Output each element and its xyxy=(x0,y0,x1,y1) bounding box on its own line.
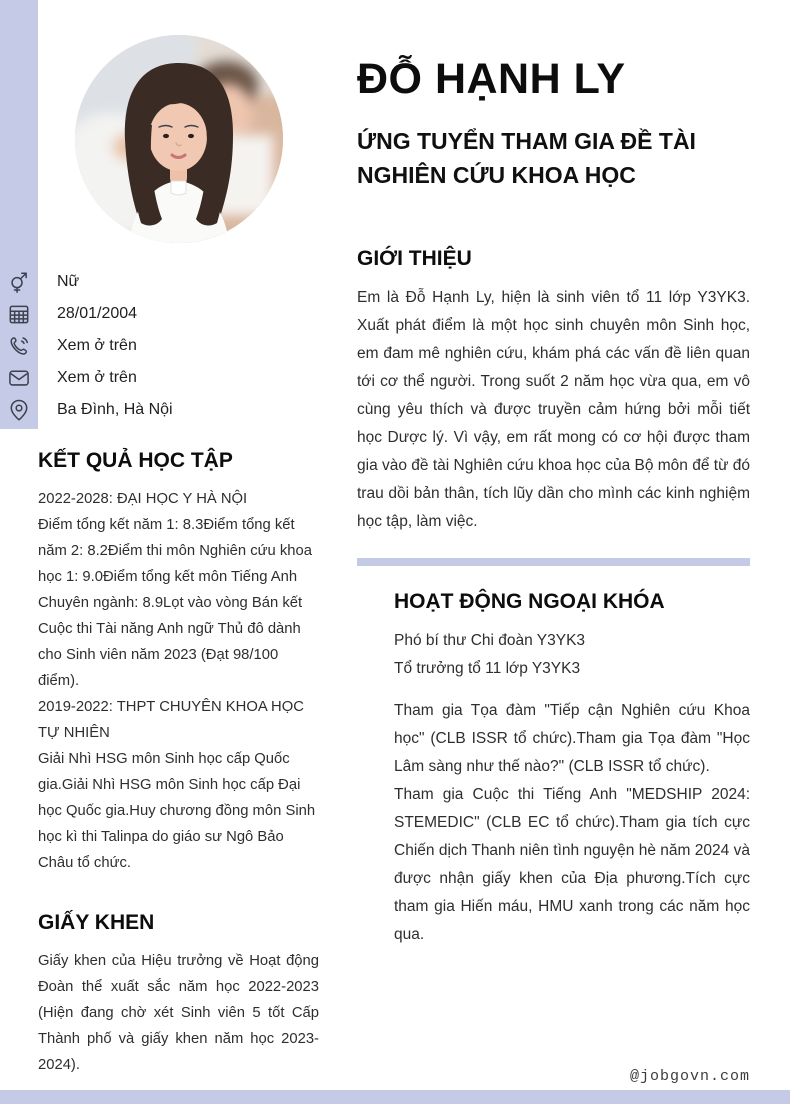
activities-title: HOẠT ĐỘNG NGOẠI KHÓA xyxy=(394,590,665,613)
calendar-icon xyxy=(0,301,38,327)
about-title: GIỚI THIỆU xyxy=(357,247,472,270)
contact-item-address xyxy=(0,394,345,426)
contact-label: Nữ xyxy=(57,273,80,290)
right-column xyxy=(357,246,750,949)
awards-title: GIẤY KHEN xyxy=(38,911,155,934)
contact-list xyxy=(0,266,345,426)
activity-paragraph: Tham gia Tọa đàm "Tiếp cận Nghiên cứu Khoa học" (CLB ISSR tổ chức).Tham gia Tọa đàm "Học Lâm sàng như thế nào?" (CLB ISSR tổ chức). xyxy=(394,702,750,775)
activity-paragraph: Tham gia Cuộc thi Tiếng Anh "MEDSHIP 2024: STEMEDIC" (CLB EC tổ chức).Tham gia tích cực Chiến dịch Thanh niên tình nguyện hè năm 2024 và được nhận giấy khen của Địa phương.Tích cực tham gia Hiến máu, HMU xanh trong các năm học qua. xyxy=(394,786,750,943)
section-activities xyxy=(357,589,750,949)
section-awards xyxy=(38,910,319,1078)
section-about xyxy=(357,246,750,536)
location-icon xyxy=(0,397,38,423)
watermark-credit: @jobgovn.com xyxy=(629,1068,750,1085)
gender-icon xyxy=(0,269,38,295)
section-education xyxy=(38,448,319,876)
profile-photo xyxy=(75,35,283,243)
contact-item-phone xyxy=(0,330,345,362)
contact-item-gender xyxy=(0,266,345,298)
contact-label: Ba Đình, Hà Nội xyxy=(57,401,173,418)
education-period: 2019-2022: THPT CHUYÊN KHOA HỌC TỰ NHIÊN xyxy=(38,699,304,741)
education-detail: Điểm tổng kết năm 1: 8.3Điểm tổng kết năm 2: 8.2Điểm thi môn Nghiên cứu khoa học 1: 9.0Điểm tổng kết môn Tiếng Anh Chuyên ngành: 8.9Lọt vào vòng Bán kết Cuộc thi Tài năng Anh ngữ Thủ đô dành cho Sinh viên năm 2023 (Đạt 98/100 điểm). xyxy=(38,517,312,689)
contact-label: Xem ở trên xyxy=(57,369,137,386)
about-body: Em là Đỗ Hạnh Ly, hiện là sinh viên tổ 11 lớp Y3YK3. Xuất phát điểm là một học sinh chuyên môn Sinh học, em đam mê nghiên cứu, khám phá các vấn đề liên quan tới cơ thể người. Trong suốt 2 năm học vừa qua, em vô cùng yêu thích và được truyền cảm hứng bởi mỗi tiết học Dược lý. Vì vậy, em rất mong có cơ hội được tham gia vào đề tài Nghiên cứu khoa học của Bộ môn để từ đó trau dồi bản thân, tích lũy dần cho mình các kinh nghiệm học tập, làm việc. xyxy=(357,289,751,530)
candidate-name: ĐỖ HẠNH LY xyxy=(357,55,626,103)
bottom-accent-bar xyxy=(0,1090,790,1104)
section-divider-bar xyxy=(357,558,750,566)
activity-role: Tổ trưởng tổ 11 lớp Y3YK3 xyxy=(394,660,581,677)
education-detail: Giải Nhì HSG môn Sinh học cấp Quốc gia.Giải Nhì HSG môn Sinh học cấp Đại học Quốc gia.Huy chương đồng môn Sinh học kì thi Talinpa do giáo sư Ngô Bảo Châu tổ chức. xyxy=(38,751,316,871)
contact-item-birthdate xyxy=(0,298,345,330)
left-column xyxy=(38,448,319,1078)
education-title: KẾT QUẢ HỌC TẬP xyxy=(38,449,233,472)
contact-label: 28/01/2004 xyxy=(57,305,138,322)
profile-photo-illustration xyxy=(75,35,283,243)
application-title: ỨNG TUYỂN THAM GIA ĐỀ TÀI NGHIÊN CỨU KHOA HỌC xyxy=(357,128,696,188)
mail-icon xyxy=(0,365,38,391)
awards-body: Giấy khen của Hiệu trưởng về Hoạt động Đoàn thể xuất sắc năm học 2022-2023 (Hiện đang chờ xét Sinh viên 5 tốt Cấp Thành phố và giấy khen năm học 2023-2024). xyxy=(38,953,319,1073)
contact-label: Xem ở trên xyxy=(57,337,137,354)
phone-icon xyxy=(0,333,38,359)
activity-role: Phó bí thư Chi đoàn Y3YK3 xyxy=(394,632,586,649)
contact-item-email xyxy=(0,362,345,394)
header xyxy=(357,54,757,192)
education-period: 2022-2028: ĐẠI HỌC Y HÀ NỘI xyxy=(38,491,248,507)
